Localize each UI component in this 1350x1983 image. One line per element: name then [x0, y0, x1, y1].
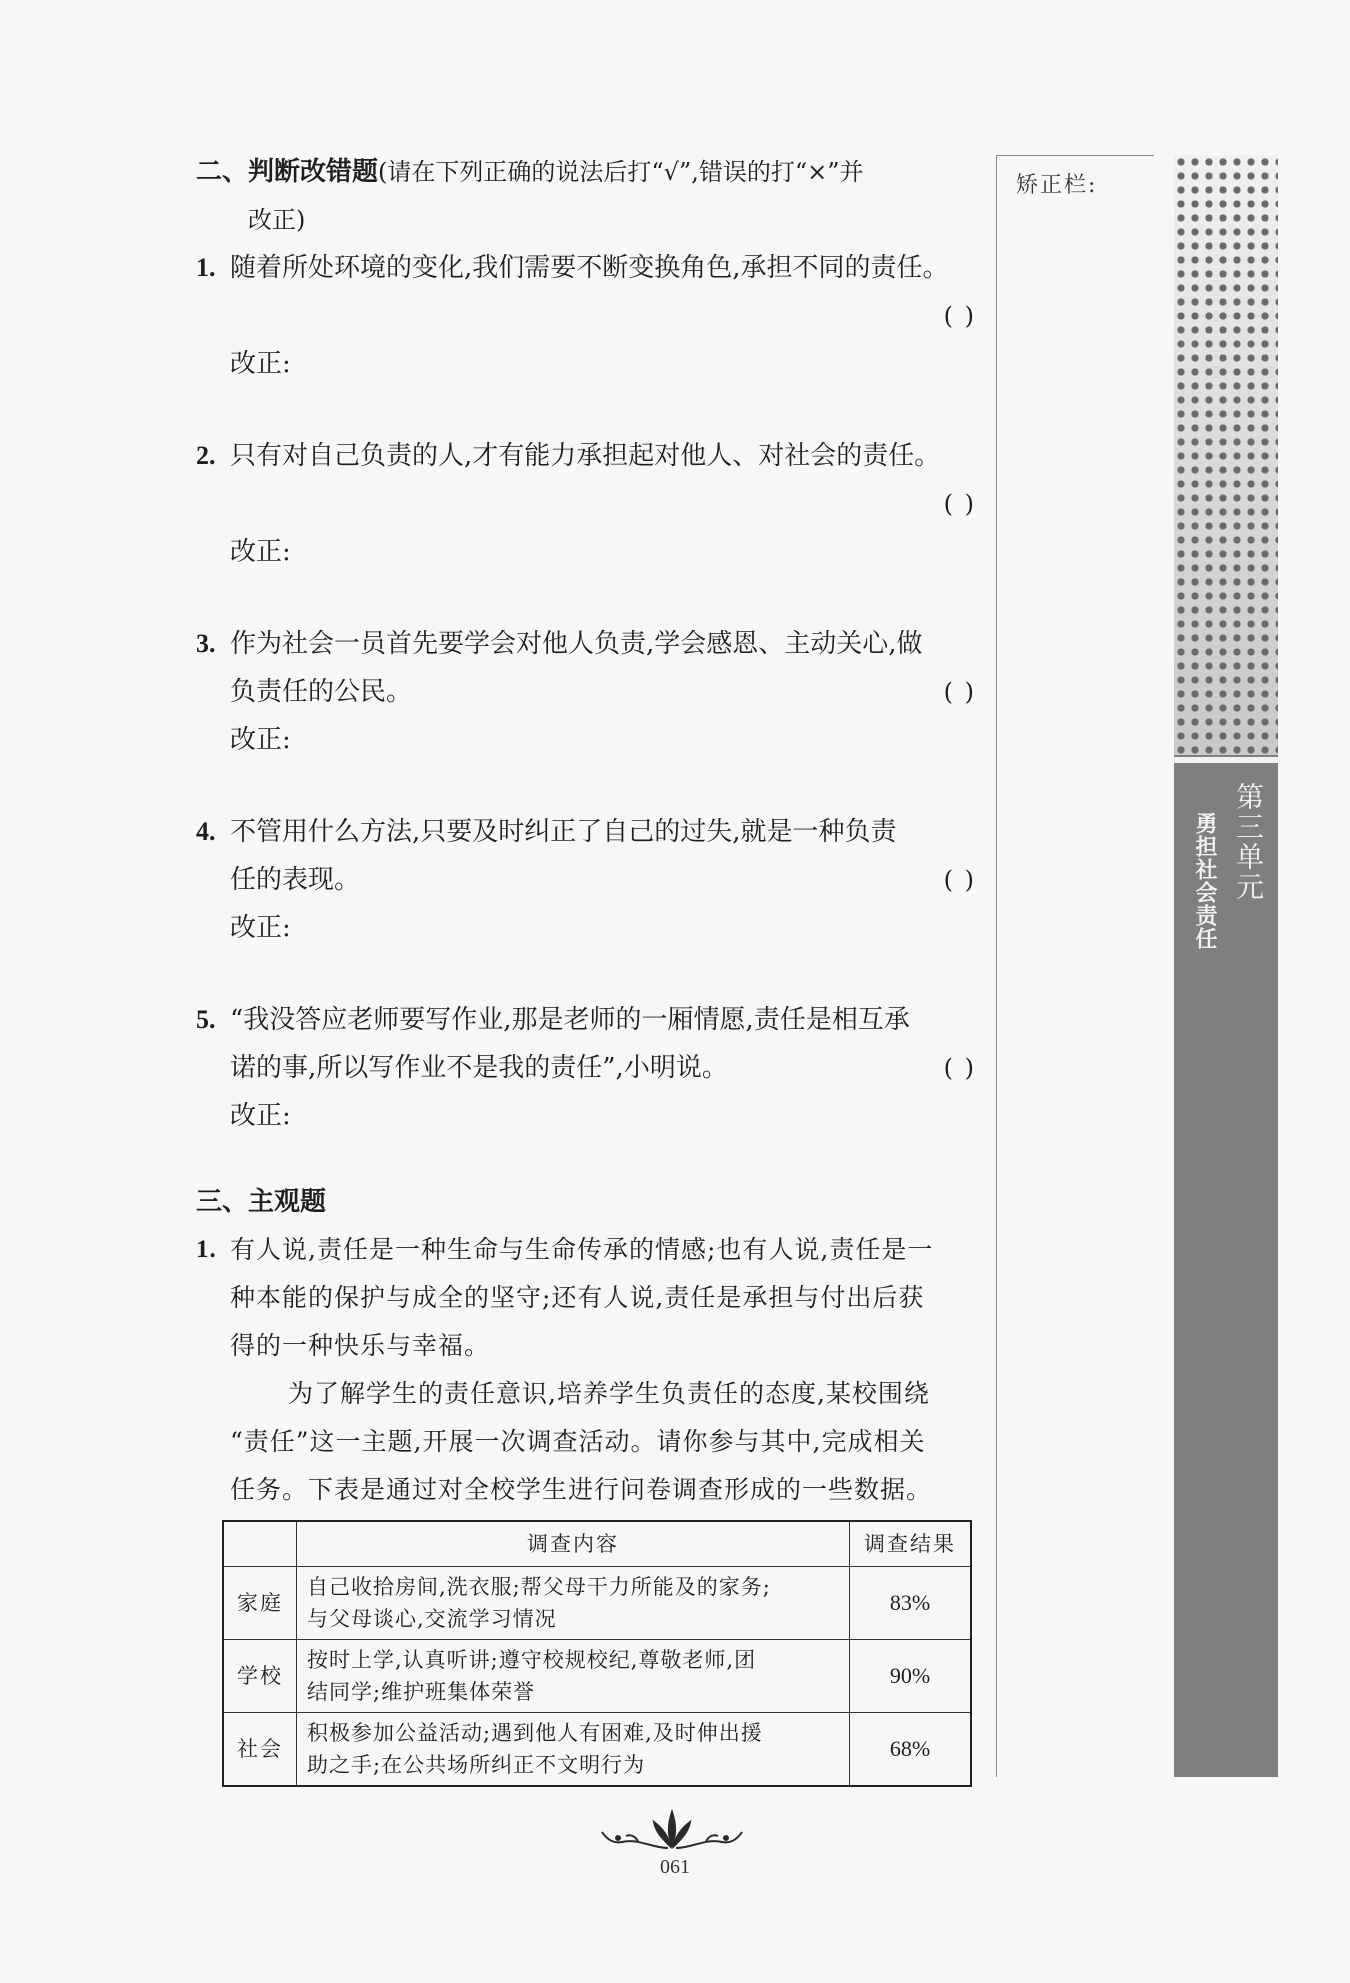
- table-cell-category: 家庭: [223, 1567, 297, 1640]
- correction-label: 改正:: [230, 1101, 291, 1131]
- question-text-line2-text: 负责任的公民。: [230, 677, 413, 707]
- answer-blank[interactable]: ( ): [943, 866, 976, 894]
- content-line-1: 按时上学,认真听讲;遵守校规校纪,尊敬老师,团: [307, 1648, 757, 1672]
- halftone-pattern: [1174, 155, 1278, 755]
- question-4: [196, 808, 986, 904]
- question-text-line2: [196, 668, 986, 716]
- content-line-1: 自己收拾房间,洗衣服;帮父母干力所能及的家务;: [307, 1575, 771, 1599]
- content-line-2: 助之手;在公共场所纠正不文明行为: [307, 1753, 646, 1777]
- question-number: 1.: [196, 1236, 217, 1263]
- question-text-line2: [196, 856, 986, 904]
- table-cell-result: 68%: [850, 1713, 972, 1787]
- content-line-2: 与父母谈心,交流学习情况: [307, 1607, 557, 1631]
- section-2-title: 二、判断改错题: [196, 157, 379, 187]
- question-number: 3.: [196, 629, 216, 658]
- unit-title-label: 勇担社会责任: [1192, 812, 1217, 950]
- survey-table: [222, 1520, 972, 1787]
- correction-label: 改正:: [230, 537, 291, 567]
- side-bar-divider: [1174, 757, 1278, 763]
- question-text: 随着所处环境的变化,我们需要不断变换角色,承担不同的责任。: [230, 253, 949, 283]
- table-row: [223, 1640, 971, 1713]
- correction-label: 改正:: [230, 349, 291, 379]
- question-text-line1: 作为社会一员首先要学会对他人负责,学会感恩、主动关心,做: [230, 629, 923, 659]
- section-2-heading: [196, 148, 986, 196]
- floral-ornament-icon: [598, 1808, 746, 1852]
- content-line-2: 结同学;维护班集体荣誉: [307, 1680, 536, 1704]
- table-header-row: [223, 1521, 971, 1567]
- quote-line-3: 得的一种快乐与幸福。: [230, 1331, 491, 1360]
- section-3-title: 三、主观题: [196, 1187, 327, 1217]
- table-cell-content: [297, 1713, 850, 1787]
- task-paragraph-line1: 为了解学生的责任意识,培养学生负责任的态度,某校围绕: [288, 1379, 930, 1408]
- question-number: 4.: [196, 817, 216, 846]
- answer-blank[interactable]: ( ): [943, 490, 976, 518]
- unit-number-label: 第三单元: [1232, 782, 1265, 902]
- table-row: [223, 1713, 971, 1787]
- table-cell-category: 学校: [223, 1640, 297, 1713]
- question-number: 1.: [196, 253, 216, 282]
- question-5: [196, 996, 986, 1092]
- correction-label: 改正:: [230, 725, 291, 755]
- question-text-line2-text: 任的表现。: [230, 865, 361, 895]
- question-2: [196, 432, 986, 528]
- correction-column-label: 矫正栏:: [1016, 173, 1098, 198]
- main-content: [196, 148, 986, 1514]
- table-header-cell: 调查内容: [297, 1521, 850, 1567]
- page-number: 061: [660, 1856, 690, 1878]
- question-text-line1: 不管用什么方法,只要及时纠正了自己的过失,就是一种负责: [230, 817, 897, 847]
- answer-blank[interactable]: ( ): [943, 678, 976, 706]
- question-3: [196, 620, 986, 716]
- section-2-instructions: (请在下列正确的说法后打“√”,错误的打“×”并: [378, 158, 864, 186]
- answer-blank[interactable]: ( ): [943, 302, 976, 330]
- table-cell-content: [297, 1640, 850, 1713]
- subjective-question-1: [196, 1226, 986, 1370]
- table-cell-result: 83%: [850, 1567, 972, 1640]
- task-paragraph-line2: “责任”这一主题,开展一次调查活动。请你参与其中,完成相关: [230, 1427, 926, 1456]
- question-text-line1: “我没答应老师要写作业,那是老师的一厢情愿,责任是相互承: [230, 1005, 910, 1035]
- table-row: [223, 1567, 971, 1640]
- table-header-cell: [223, 1521, 297, 1567]
- quote-line-2: 种本能的保护与成全的坚守;还有人说,责任是承担与付出后获: [230, 1283, 925, 1312]
- question-text: 只有对自己负责的人,才有能力承担起对他人、对社会的责任。: [230, 441, 941, 471]
- table-cell-result: 90%: [850, 1640, 972, 1713]
- question-text-line2-text: 诺的事,所以写作业不是我的责任”,小明说。: [230, 1053, 728, 1083]
- table-cell-content: [297, 1567, 850, 1640]
- table-cell-category: 社会: [223, 1713, 297, 1787]
- correction-column-top-rule: [996, 155, 1154, 156]
- section-2-instructions-cont: 改正): [248, 206, 306, 234]
- correction-column-divider: [996, 155, 997, 1777]
- correction-label: 改正:: [230, 913, 291, 943]
- question-number: 5.: [196, 1005, 216, 1034]
- content-line-1: 积极参加公益活动;遇到他人有困难,及时伸出援: [307, 1721, 763, 1745]
- question-number: 2.: [196, 441, 216, 470]
- question-text-line2: [196, 1044, 986, 1092]
- quote-line-1: 有人说,责任是一种生命与生命传承的情感;也有人说,责任是一: [230, 1235, 934, 1264]
- task-paragraph-line3: 任务。下表是通过对全校学生进行问卷调查形成的一些数据。: [230, 1475, 933, 1504]
- question-1: [196, 244, 986, 340]
- answer-blank[interactable]: ( ): [943, 1054, 976, 1082]
- table-header-cell: 调查结果: [850, 1521, 972, 1567]
